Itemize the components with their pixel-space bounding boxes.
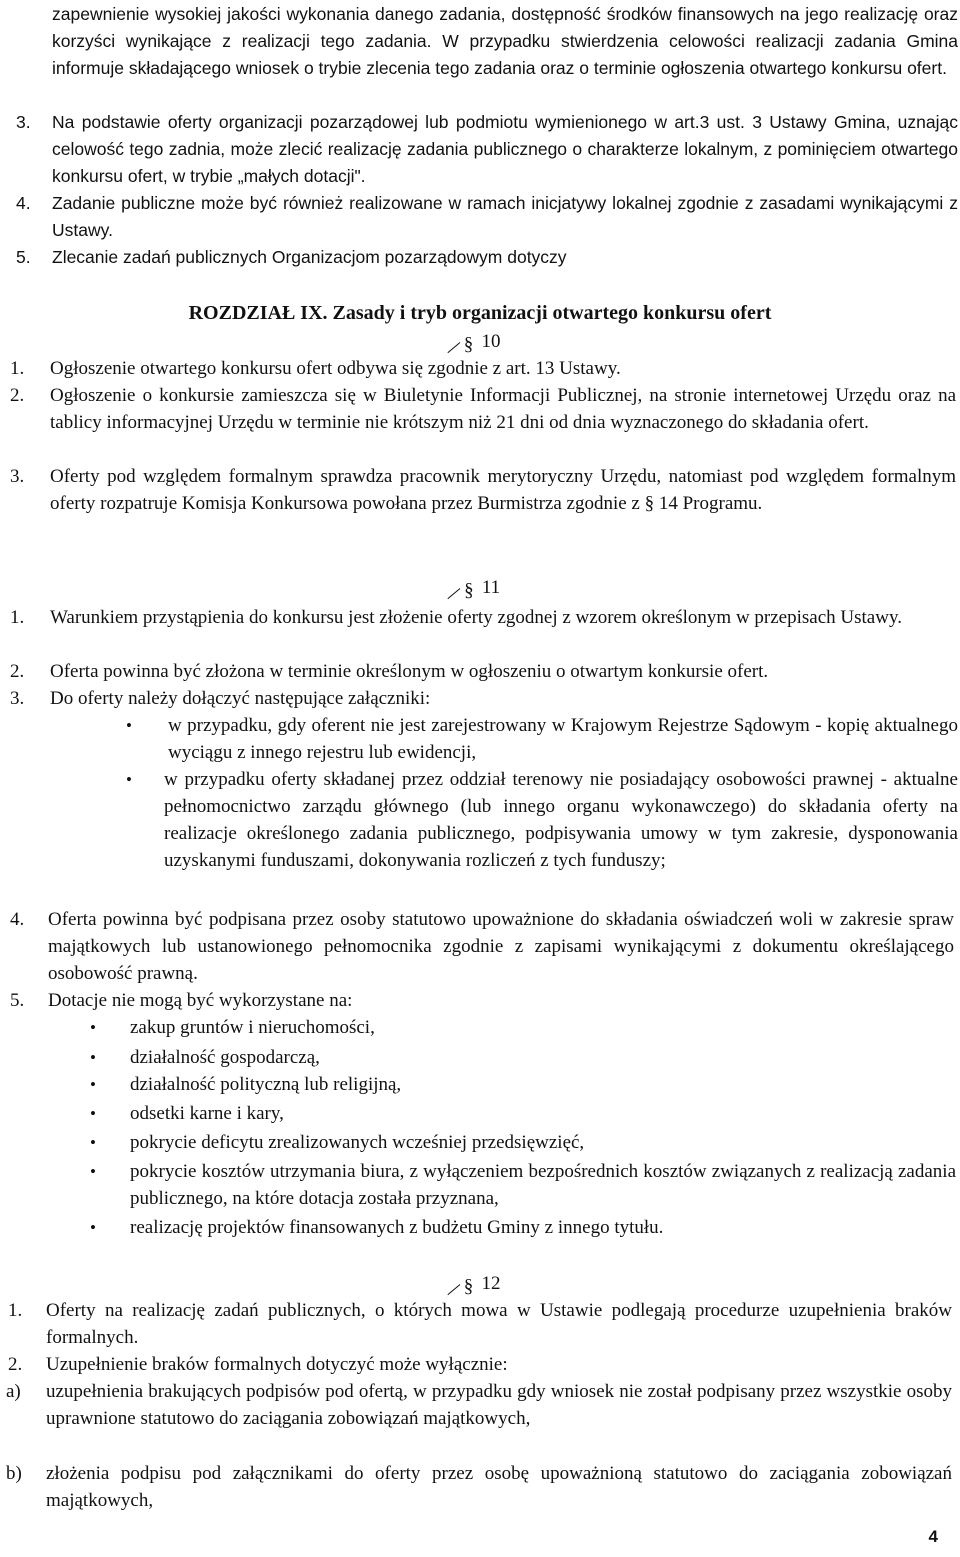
item-5-number: 5. — [16, 247, 31, 267]
s10-item-3-number: 3. — [10, 466, 25, 487]
s11-item-3-number: 3. — [10, 688, 25, 709]
attachment-item-1: w przypadku, gdy oferent nie jest zarejestrowany w Krajowym Rejestrze Sądowym - kopię aktualnego wyciągu z innego rejestru lub ewidencji, — [168, 715, 958, 763]
exclusion-item-6: pokrycie kosztów utrzymania biura, z wyłączeniem bezpośrednich kosztów związanych z realizacją zadania publicznego, na które dotacja została przyznana, — [130, 1161, 956, 1209]
bullet-icon: • — [90, 1104, 96, 1123]
s12-item-a-text: uzupełnienia brakujących podpisów pod ofertą, w przypadku gdy wniosek nie został podpisany przez wszystkie osoby uprawnione statutowo do zaciągania zobowiązań majątkowych, — [46, 1381, 952, 1429]
s10-item-1-text: Ogłoszenie otwartego konkursu ofert odbywa się zgodnie z art. 13 Ustawy. — [50, 358, 621, 379]
s11-item-2-number: 2. — [10, 661, 25, 682]
section-sign-icon: § — [460, 1273, 478, 1291]
section-10-heading — [0, 328, 960, 355]
bullet-icon: • — [90, 1162, 96, 1181]
section-11-heading — [0, 574, 960, 601]
item-4-text: Zadanie publiczne może być również realizowane w ramach inicjatywy lokalnej zgodnie z zasadami wynikającymi z Ustawy. — [52, 193, 958, 240]
s12-item-b-text: złożenia podpisu pod załącznikami do oferty przez osobę upoważnioną statutowo do zaciągania zobowiązań majątkowych, — [46, 1463, 952, 1511]
s11-item-5-number: 5. — [10, 990, 25, 1011]
item-3-text: Na podstawie oferty organizacji pozarządowej lub podmiotu wymienionego w art.3 ust. 3 Ustawy Gmina, uznając celowość tego zadnia, może zlecić realizację zadania publicznego o charakterze lokalnym, z pominięciem otwartego konkursu ofert, w trybie „małych dotacji". — [52, 112, 958, 186]
section-11-label: 11 — [481, 577, 501, 598]
exclusion-item-2: działalność gospodarczą, — [130, 1047, 320, 1068]
s10-item-2-text: Ogłoszenie o konkursie zamieszcza się w Biuletynie Informacji Publicznej, na stronie internetowej Urzędu oraz na tablicy informacyjnej Urzędu w terminie nie krótszym niż 21 dni od dnia wyznaczonego do składania ofert. — [50, 385, 956, 433]
page-number: 4 — [928, 1527, 938, 1546]
s11-item-1-text: Warunkiem przystąpienia do konkursu jest złożenie oferty zgodnej z wzorem określonym w przepisach Ustawy. — [50, 607, 902, 628]
attachment-item-2: w przypadku oferty składanej przez oddział terenowy nie posiadający osobowości prawnej - aktualne pełnomocnictwo zarządu głównego (lub innego organu wykonawczego) do składania oferty na realizacje określonego zadania publicznego, podpisywania umowy w tym zakresie, dysponowania uzyskanymi funduszami, dokonywania rozliczeń z tych funduszy; — [164, 769, 958, 871]
section-10-label: 10 — [481, 331, 501, 352]
item-4-number: 4. — [16, 193, 31, 213]
s11-item-2-text: Oferta powinna być złożona w terminie określonym w ogłoszeniu o otwartym konkursie ofert. — [50, 661, 769, 682]
s12-item-b-label: b) — [6, 1463, 22, 1484]
section-12-label: 12 — [481, 1273, 501, 1294]
bullet-icon: • — [90, 1133, 96, 1152]
chapter-heading: ROZDZIAŁ IX. Zasady i tryb organizacji otwartego konkursu ofert — [188, 302, 772, 324]
item-3-number: 3. — [16, 112, 31, 132]
exclusion-item-1: zakup gruntów i nieruchomości, — [130, 1017, 375, 1038]
s12-item-2-text: Uzupełnienie braków formalnych dotyczyć może wyłącznie: — [46, 1354, 508, 1375]
s12-item-2-number: 2. — [8, 1354, 23, 1375]
bullet-icon: • — [126, 716, 132, 735]
s11-item-5-text: Dotacje nie mogą być wykorzystane na: — [48, 990, 353, 1011]
exclusion-item-4: odsetki karne i kary, — [130, 1103, 284, 1124]
bullet-icon: • — [90, 1075, 96, 1094]
s11-item-3-text: Do oferty należy dołączyć następujące załączniki: — [50, 688, 431, 709]
s11-item-4-text: Oferta powinna być podpisana przez osoby statutowo upoważnione do składania oświadczeń woli w zakresie spraw majątkowych lub ustanowionego pełnomocnika zgodnie z zapisami wynikającymi z dokumentu określającego osobowość prawną. — [48, 909, 954, 984]
s10-item-2-number: 2. — [10, 385, 25, 406]
s12-item-1-text: Oferty na realizację zadań publicznych, o których mowa w Ustawie podlegają procedurze uzupełnienia braków formalnych. — [46, 1300, 952, 1348]
bullet-icon: • — [126, 770, 132, 789]
s10-item-3-text: Oferty pod względem formalnym sprawdza pracownik merytoryczny Urzędu, natomiast pod względem formalnym oferty rozpatruje Komisja Konkursowa powołana przez Burmistrza zgodnie z § 14 Programu. — [50, 466, 956, 514]
s10-item-1-number: 1. — [10, 358, 25, 379]
bullet-icon: • — [90, 1018, 96, 1037]
exclusion-item-7: realizację projektów finansowanych z budżetu Gminy z innego tytułu. — [130, 1217, 664, 1238]
item-5-text: Zlecanie zadań publicznych Organizacjom pozarządowym dotyczy — [52, 247, 567, 267]
section-sign-icon: § — [644, 493, 655, 514]
bullet-icon: • — [90, 1048, 96, 1067]
s11-item-4-number: 4. — [10, 909, 25, 930]
section-12-heading — [0, 1270, 960, 1297]
section-sign-icon: § — [460, 577, 478, 595]
section-sign-icon: § — [460, 331, 478, 349]
s11-item-1-number: 1. — [10, 607, 25, 628]
intro-paragraph: zapewnienie wysokiej jakości wykonania danego zadania, dostępność środków finansowych na jego realizację oraz korzyści wynikające z realizacji tego zadania. W przypadku stwierdzenia celowości realizacji zadania Gmina informuje składającego wniosek o trybie zlecenia tego zadania oraz o terminie ogłoszenia otwartego konkursu ofert. — [52, 4, 958, 78]
s12-item-a-label: a) — [6, 1381, 21, 1402]
s12-item-1-number: 1. — [8, 1300, 23, 1321]
exclusion-item-5: pokrycie deficytu zrealizowanych wcześniej przedsięwzięć, — [130, 1132, 585, 1153]
bullet-icon: • — [90, 1218, 96, 1237]
exclusion-item-3: działalność polityczną lub religijną, — [130, 1074, 402, 1095]
